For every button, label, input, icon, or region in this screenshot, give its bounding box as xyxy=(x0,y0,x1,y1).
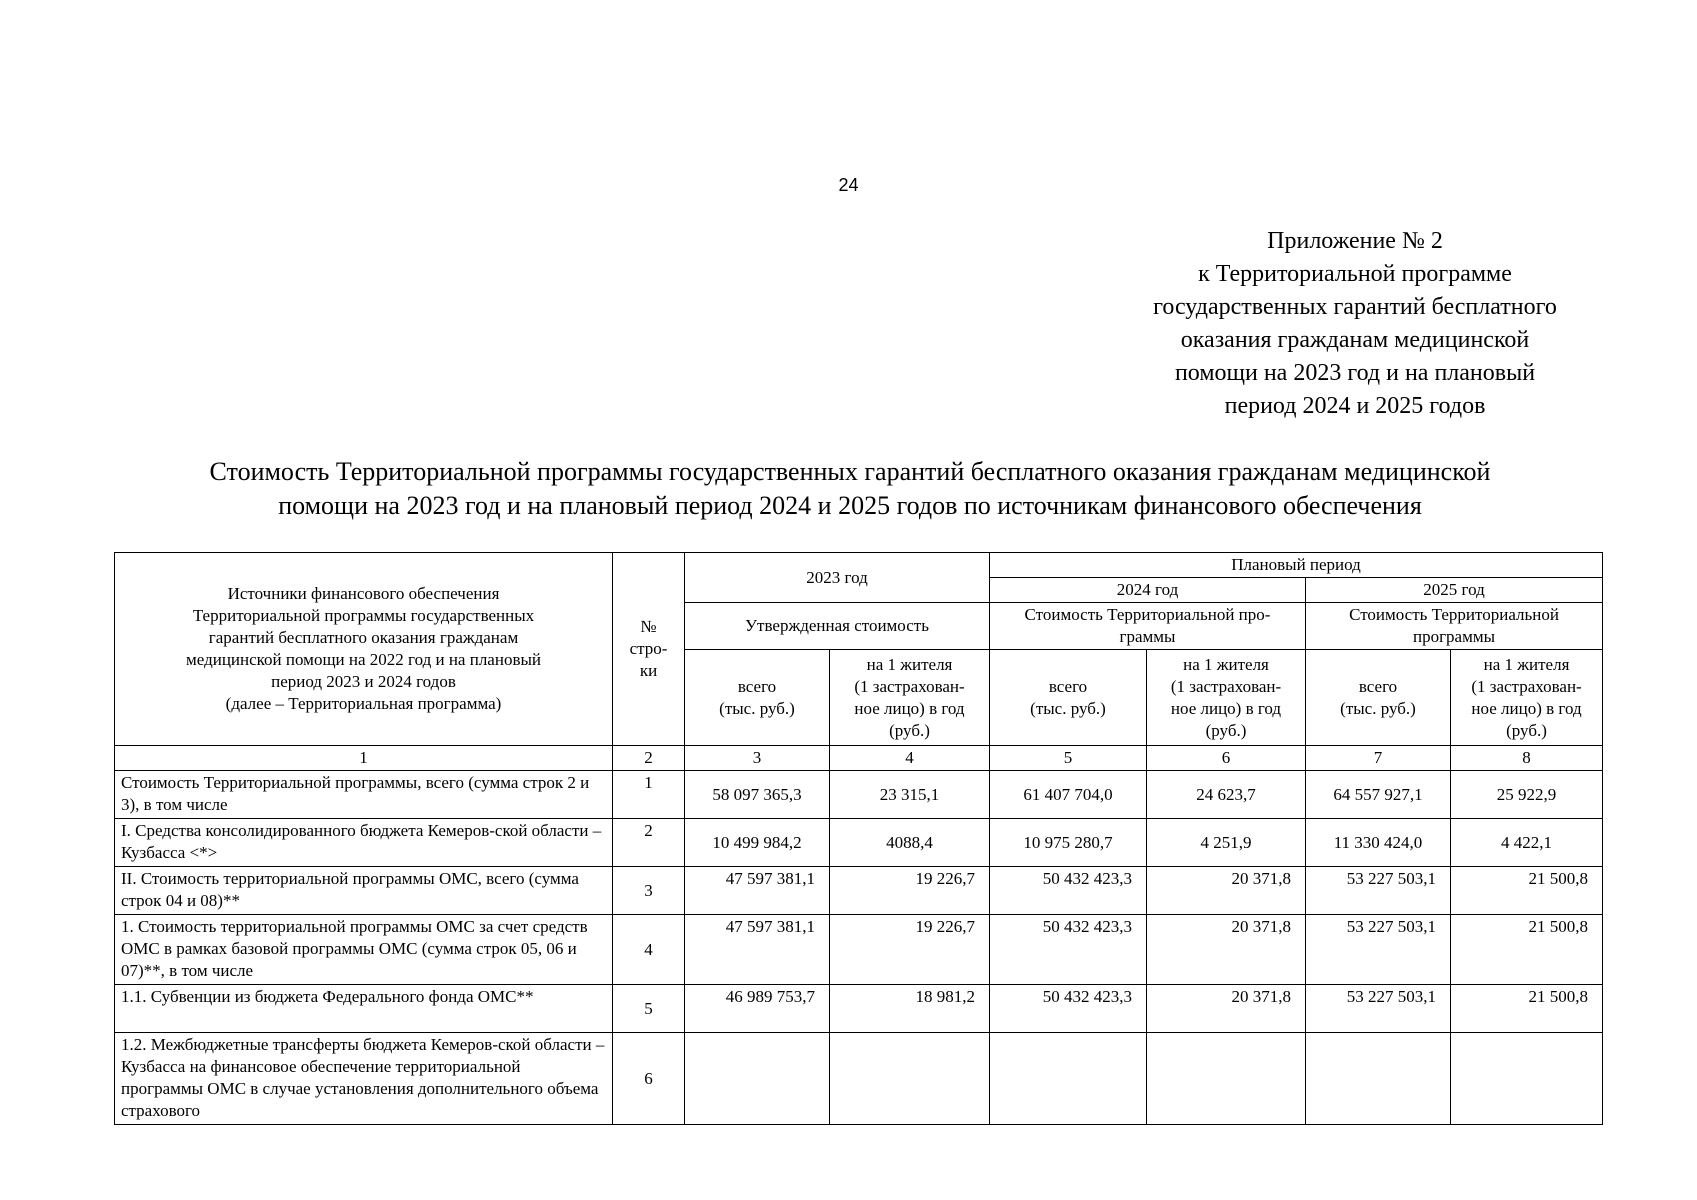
row-number: 5 xyxy=(613,985,685,1033)
column-number: 7 xyxy=(1306,746,1451,771)
row-value: 18 981,2 xyxy=(830,985,990,1033)
column-number: 3 xyxy=(685,746,830,771)
header-planned-period: Плановый период xyxy=(990,553,1603,578)
row-value: 23 315,1 xyxy=(830,771,990,819)
title-line-2: помощи на 2023 год и на плановый период 2024 и 2025 годов по источникам финансового обеспечения xyxy=(278,491,1422,520)
title-line-1: Стоимость Территориальной программы государственных гарантий бесплатного оказания гражданам медицинской xyxy=(209,457,1491,486)
row-value xyxy=(1451,1033,1603,1125)
row-value: 19 226,7 xyxy=(830,915,990,985)
row-value xyxy=(990,1033,1147,1125)
row-source: Стоимость Территориальной программы, всего (сумма строк 2 и 3), в том числе xyxy=(115,771,613,819)
row-value: 10 975 280,7 xyxy=(990,819,1147,867)
row-value: 61 407 704,0 xyxy=(990,771,1147,819)
row-source: 1.1. Субвенции из бюджета Федерального фонда ОМС** xyxy=(115,985,613,1033)
row-value: 50 432 423,3 xyxy=(990,915,1147,985)
table-row xyxy=(115,819,1603,867)
row-number: 4 xyxy=(613,915,685,985)
row-value: 24 623,7 xyxy=(1147,771,1306,819)
row-source: 1. Стоимость территориальной программы ОМС за счет средств ОМС в рамках базовой программы ОМС (сумма строк 05, 06 и 07)**, в том числе xyxy=(115,915,613,985)
header-total-2025: всего (тыс. руб.) xyxy=(1306,650,1451,746)
table-row xyxy=(115,915,1603,985)
appendix-line: помощи на 2023 год и на плановый xyxy=(1174,360,1536,386)
row-value: 10 499 984,2 xyxy=(685,819,830,867)
header-approved-cost: Утвержденная стоимость xyxy=(685,603,990,650)
row-value: 4088,4 xyxy=(830,819,990,867)
table-row xyxy=(115,867,1603,915)
column-number: 6 xyxy=(1147,746,1306,771)
row-value: 53 227 503,1 xyxy=(1306,915,1451,985)
row-value: 64 557 927,1 xyxy=(1306,771,1451,819)
row-number: 2 xyxy=(613,819,685,867)
header-per-resident-2024: на 1 жителя (1 застрахован- ное лицо) в год (руб.) xyxy=(1147,650,1306,746)
row-value xyxy=(685,1033,830,1125)
row-value: 46 989 753,7 xyxy=(685,985,830,1033)
document-title xyxy=(60,455,1640,523)
row-value xyxy=(830,1033,990,1125)
row-value: 53 227 503,1 xyxy=(1306,985,1451,1033)
row-value: 53 227 503,1 xyxy=(1306,867,1451,915)
row-value: 4 251,9 xyxy=(1147,819,1306,867)
header-total-2023: всего (тыс. руб.) xyxy=(685,650,830,746)
row-value xyxy=(1306,1033,1451,1125)
table-row xyxy=(115,1033,1603,1125)
row-value: 47 597 381,1 xyxy=(685,915,830,985)
header-per-resident-2025: на 1 жителя (1 застрахован- ное лицо) в год (руб.) xyxy=(1451,650,1603,746)
header-cost-2025: Стоимость Территориальной программы xyxy=(1306,603,1603,650)
row-value: 21 500,8 xyxy=(1451,915,1603,985)
row-number: 6 xyxy=(613,1033,685,1125)
header-total-2024: всего (тыс. руб.) xyxy=(990,650,1147,746)
header-source: Источники финансового обеспечения Территориальной программы государственных гарантий бесплатного оказания гражданам медицинской помощи на 2022 год и на плановый период 2023 и 2024 годов (далее – Территориальная программа) xyxy=(115,553,613,746)
column-number: 2 xyxy=(613,746,685,771)
row-value: 19 226,7 xyxy=(830,867,990,915)
row-value: 47 597 381,1 xyxy=(685,867,830,915)
row-source: II. Стоимость территориальной программы ОМС, всего (сумма строк 04 и 08)** xyxy=(115,867,613,915)
row-value: 20 371,8 xyxy=(1147,915,1306,985)
appendix-note xyxy=(1090,225,1620,423)
row-number: 1 xyxy=(613,771,685,819)
cost-table xyxy=(114,552,1603,1125)
row-value: 25 922,9 xyxy=(1451,771,1603,819)
row-value: 21 500,8 xyxy=(1451,985,1603,1033)
header-cost-2024: Стоимость Территориальной про- граммы xyxy=(990,603,1306,650)
column-number: 8 xyxy=(1451,746,1603,771)
page-number: 24 xyxy=(838,175,859,195)
table-row xyxy=(115,985,1603,1033)
header-year-2024: 2024 год xyxy=(990,578,1306,603)
row-value xyxy=(1147,1033,1306,1125)
appendix-line: Приложение № 2 xyxy=(1267,228,1443,254)
header-year-2023: 2023 год xyxy=(685,553,990,603)
column-number: 1 xyxy=(115,746,613,771)
row-value: 50 432 423,3 xyxy=(990,985,1147,1033)
appendix-line: государственных гарантий бесплатного xyxy=(1153,294,1557,320)
row-value: 20 371,8 xyxy=(1147,985,1306,1033)
row-value: 4 422,1 xyxy=(1451,819,1603,867)
row-source: I. Средства консолидированного бюджета Кемеров-ской области – Кузбасса <*> xyxy=(115,819,613,867)
row-source: 1.2. Межбюджетные трансферты бюджета Кемеров-ской области – Кузбасса на финансовое обеспечение территориальной программы ОМС в случае установления дополнительного объема страхового xyxy=(115,1033,613,1125)
appendix-line: к Территориальной программе xyxy=(1198,261,1512,287)
row-value: 20 371,8 xyxy=(1147,867,1306,915)
appendix-line: оказания гражданам медицинской xyxy=(1180,327,1530,353)
column-number: 4 xyxy=(830,746,990,771)
appendix-line: период 2024 и 2025 годов xyxy=(1224,393,1486,419)
row-value: 58 097 365,3 xyxy=(685,771,830,819)
row-value: 50 432 423,3 xyxy=(990,867,1147,915)
header-per-resident-2023: на 1 жителя (1 застрахован- ное лицо) в год (руб.) xyxy=(830,650,990,746)
row-value: 21 500,8 xyxy=(1451,867,1603,915)
header-row-number: № стро- ки xyxy=(613,553,685,746)
column-number: 5 xyxy=(990,746,1147,771)
table-row xyxy=(115,771,1603,819)
header-year-2025: 2025 год xyxy=(1306,578,1603,603)
row-number: 3 xyxy=(613,867,685,915)
row-value: 11 330 424,0 xyxy=(1306,819,1451,867)
